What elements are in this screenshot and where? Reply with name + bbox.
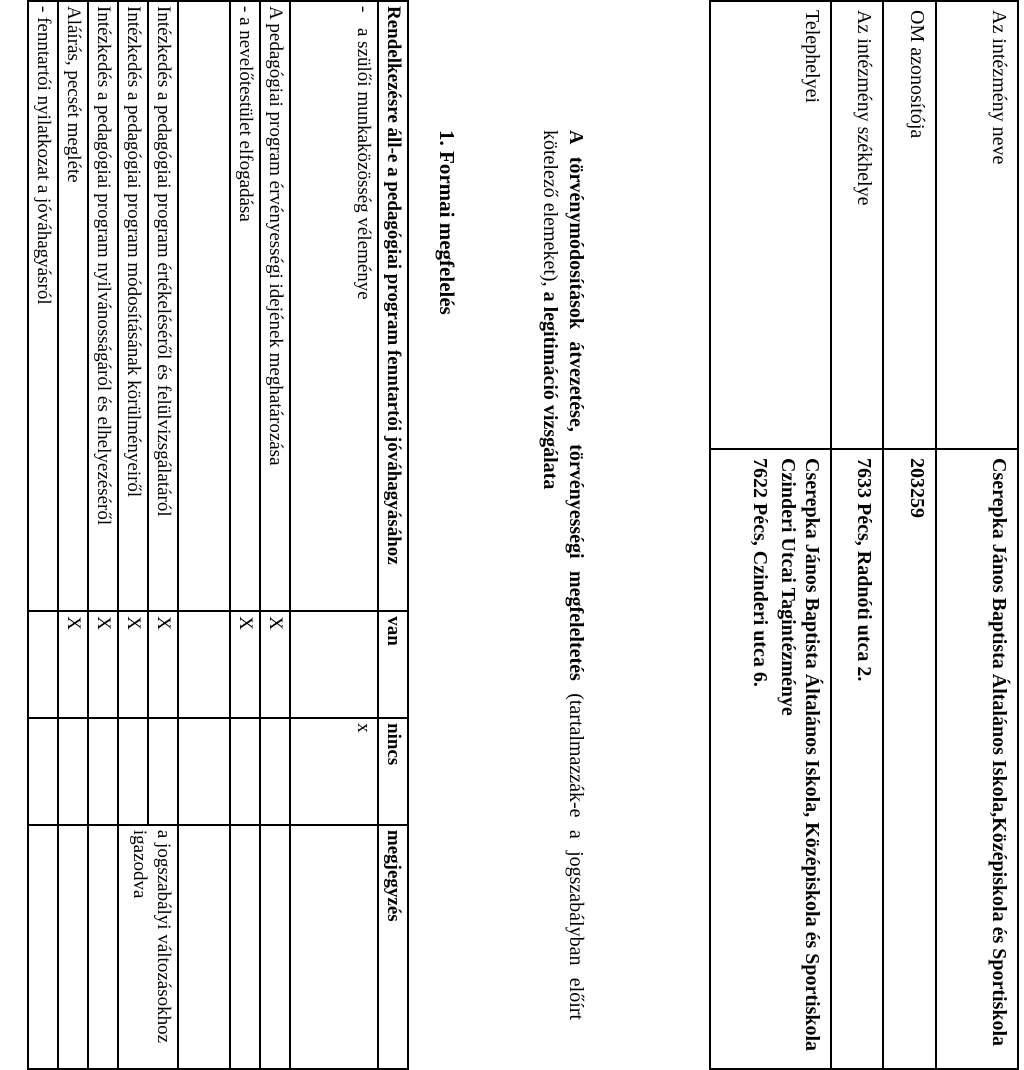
header-note: megjegyzés xyxy=(378,825,408,1069)
row-nincs: x xyxy=(290,718,378,825)
info-row-om xyxy=(883,1,936,1069)
section-bold-text: törvénymódosítások átvezetése, törvényességi megfeleltetés xyxy=(565,156,587,681)
row-nincs xyxy=(178,718,230,825)
row-nincs xyxy=(58,718,88,825)
row-nincs xyxy=(88,718,118,825)
section-intro xyxy=(537,130,589,1020)
row-van xyxy=(290,611,378,718)
section-normal-text: (tartalmazzák-e a jogszabályban előírt kötelező elemeket), xyxy=(539,130,587,1021)
table-row xyxy=(28,1,58,1069)
header-nincs: nincs xyxy=(378,718,408,825)
table-row xyxy=(290,1,378,1069)
row-nincs xyxy=(260,718,290,825)
row-van: X xyxy=(118,611,148,718)
value-om-id: 203259 xyxy=(883,449,936,1069)
row-van: X xyxy=(58,611,88,718)
table-row xyxy=(58,1,88,1069)
row-nincs xyxy=(230,718,260,825)
value-sites-name: Cserepka János Baptista Általános Iskola, Középiskola és Sportiskola Czinderi Utcai Tagintézménye xyxy=(777,458,823,1052)
table-row xyxy=(148,1,178,1069)
row-van xyxy=(178,611,230,718)
row-text: Intézkedés a pedagógiai program nyilvánosságáról és elhelyezéséről xyxy=(88,1,118,611)
label-seat: Az intézmény székhelye xyxy=(831,1,883,449)
label-institution-name: Az intézmény neve xyxy=(936,1,1018,449)
formal-header-row xyxy=(378,1,408,1069)
table-row xyxy=(178,1,230,1069)
row-text: Intézkedés a pedagógiai program módosításának körülményeiről xyxy=(118,1,148,611)
row-note xyxy=(178,825,230,1069)
row-text: - fenntartói nyilatkozat a jóváhagyásról xyxy=(28,1,58,611)
row-text: - a nevelőtestület elfogadása xyxy=(230,1,260,611)
institution-info-table xyxy=(709,0,1019,1070)
info-row-name xyxy=(936,1,1018,1069)
row-note xyxy=(230,825,260,1069)
row-van xyxy=(28,611,58,718)
row-note xyxy=(290,825,378,1069)
row-text: A pedagógiai program érvényességi idejének meghatározása xyxy=(260,1,290,611)
info-row-seat xyxy=(831,1,883,1069)
row-text xyxy=(178,1,230,611)
heading-formal-compliance: 1. Formai megfelelés xyxy=(435,130,459,315)
row-note: a jogszabályi változásokhoz igazodva xyxy=(118,825,178,1069)
row-text: Aláírás, pecsét megléte xyxy=(58,1,88,611)
row-note xyxy=(88,825,118,1069)
row-text: -a szülői munkaközösség véleménye xyxy=(290,1,378,611)
header-requirement: Rendelkezésre áll-e a pedagógiai program fenntartói jóváhagyásához xyxy=(378,1,408,611)
row-van: X xyxy=(260,611,290,718)
row-nincs xyxy=(148,718,178,825)
row-note xyxy=(28,825,58,1069)
row-note xyxy=(260,825,290,1069)
section-bold-tail: a legitimáció vizsgálata xyxy=(539,291,561,490)
section-letter: A xyxy=(565,130,587,145)
table-row xyxy=(88,1,118,1069)
table-row xyxy=(230,1,260,1069)
value-sites-address: 7622 Pécs, Czinderi utca 6. xyxy=(749,458,771,687)
row-van: X xyxy=(230,611,260,718)
table-row xyxy=(260,1,290,1069)
row-van: X xyxy=(148,611,178,718)
row-nincs xyxy=(118,718,148,825)
row-van: X xyxy=(88,611,118,718)
label-sites: Telephelyei xyxy=(710,1,831,449)
value-institution-name: Cserepka János Baptista Általános Iskola,Középiskola és Sportiskola xyxy=(936,449,1018,1069)
header-van: van xyxy=(378,611,408,718)
value-seat: 7633 Pécs, Radnóti utca 2. xyxy=(831,449,883,1069)
row-text: Intézkedés a pedagógiai program értékeléséről és felülvizsgálatáról xyxy=(148,1,178,611)
label-om-id: OM azonosítója xyxy=(883,1,936,449)
row-note xyxy=(58,825,88,1069)
value-sites xyxy=(710,449,831,1069)
formal-compliance-table xyxy=(27,0,409,1070)
row-nincs xyxy=(28,718,58,825)
info-row-sites xyxy=(710,1,831,1069)
